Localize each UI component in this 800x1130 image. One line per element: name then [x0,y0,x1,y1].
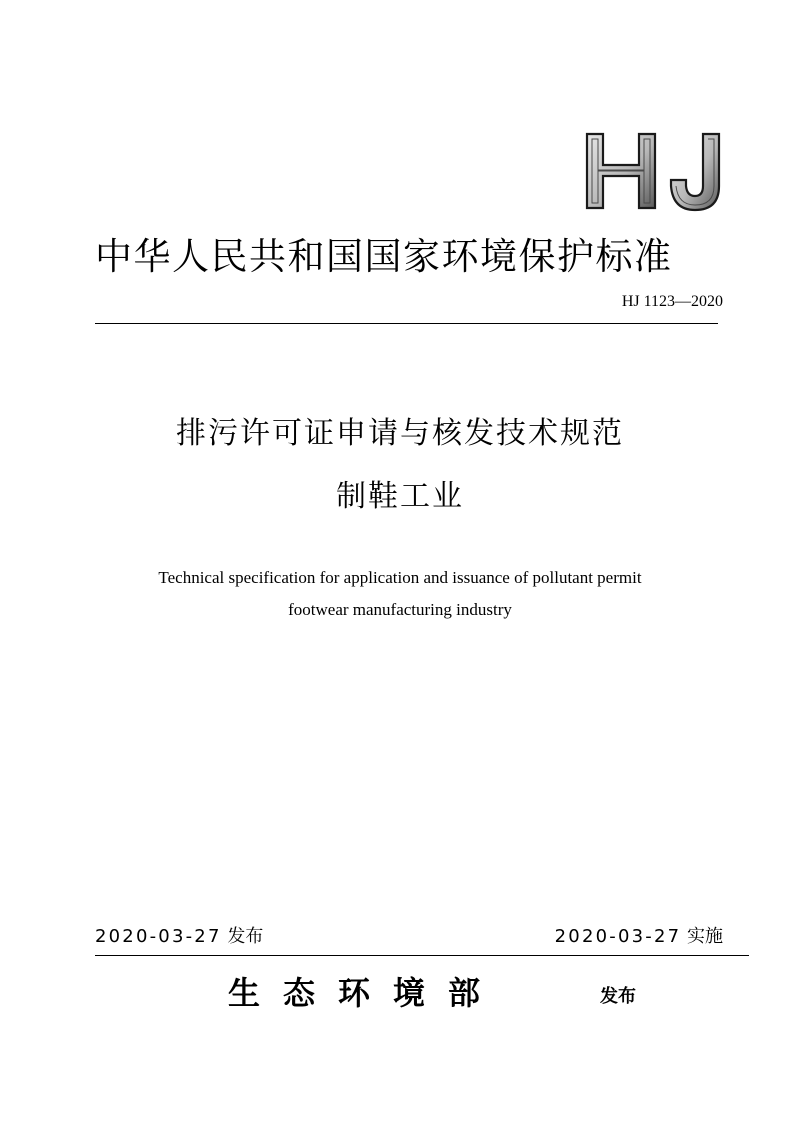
publisher-name: 生态环境部 [228,974,504,1012]
standard-number: HJ 1123—2020 [621,293,723,310]
logo-letter-j [671,134,719,210]
implementation-date: 2020-03-27 [554,926,682,947]
logo-letter-h [587,134,655,208]
publish-label: 发布 [600,986,636,1007]
english-title-line-1: Technical specification for application and issuance of pollutant permit [158,568,642,587]
document-title-line-2: 制鞋工业 [336,479,464,514]
hj-logo [583,128,723,214]
standard-category-title: 中华人民共和国国家环境保护标准 [95,235,673,278]
implementation-label: 实施 [687,926,723,947]
issue-date-block [95,925,263,949]
header-divider [95,323,718,324]
document-title-line-1: 排污许可证申请与核发技术规范 [176,416,624,451]
english-title-line-2: footwear manufacturing industry [288,600,512,619]
implementation-date-block [555,925,723,949]
footer-divider [95,955,749,956]
issue-label: 发布 [227,926,264,947]
issue-date: 2020-03-27 [95,926,222,947]
